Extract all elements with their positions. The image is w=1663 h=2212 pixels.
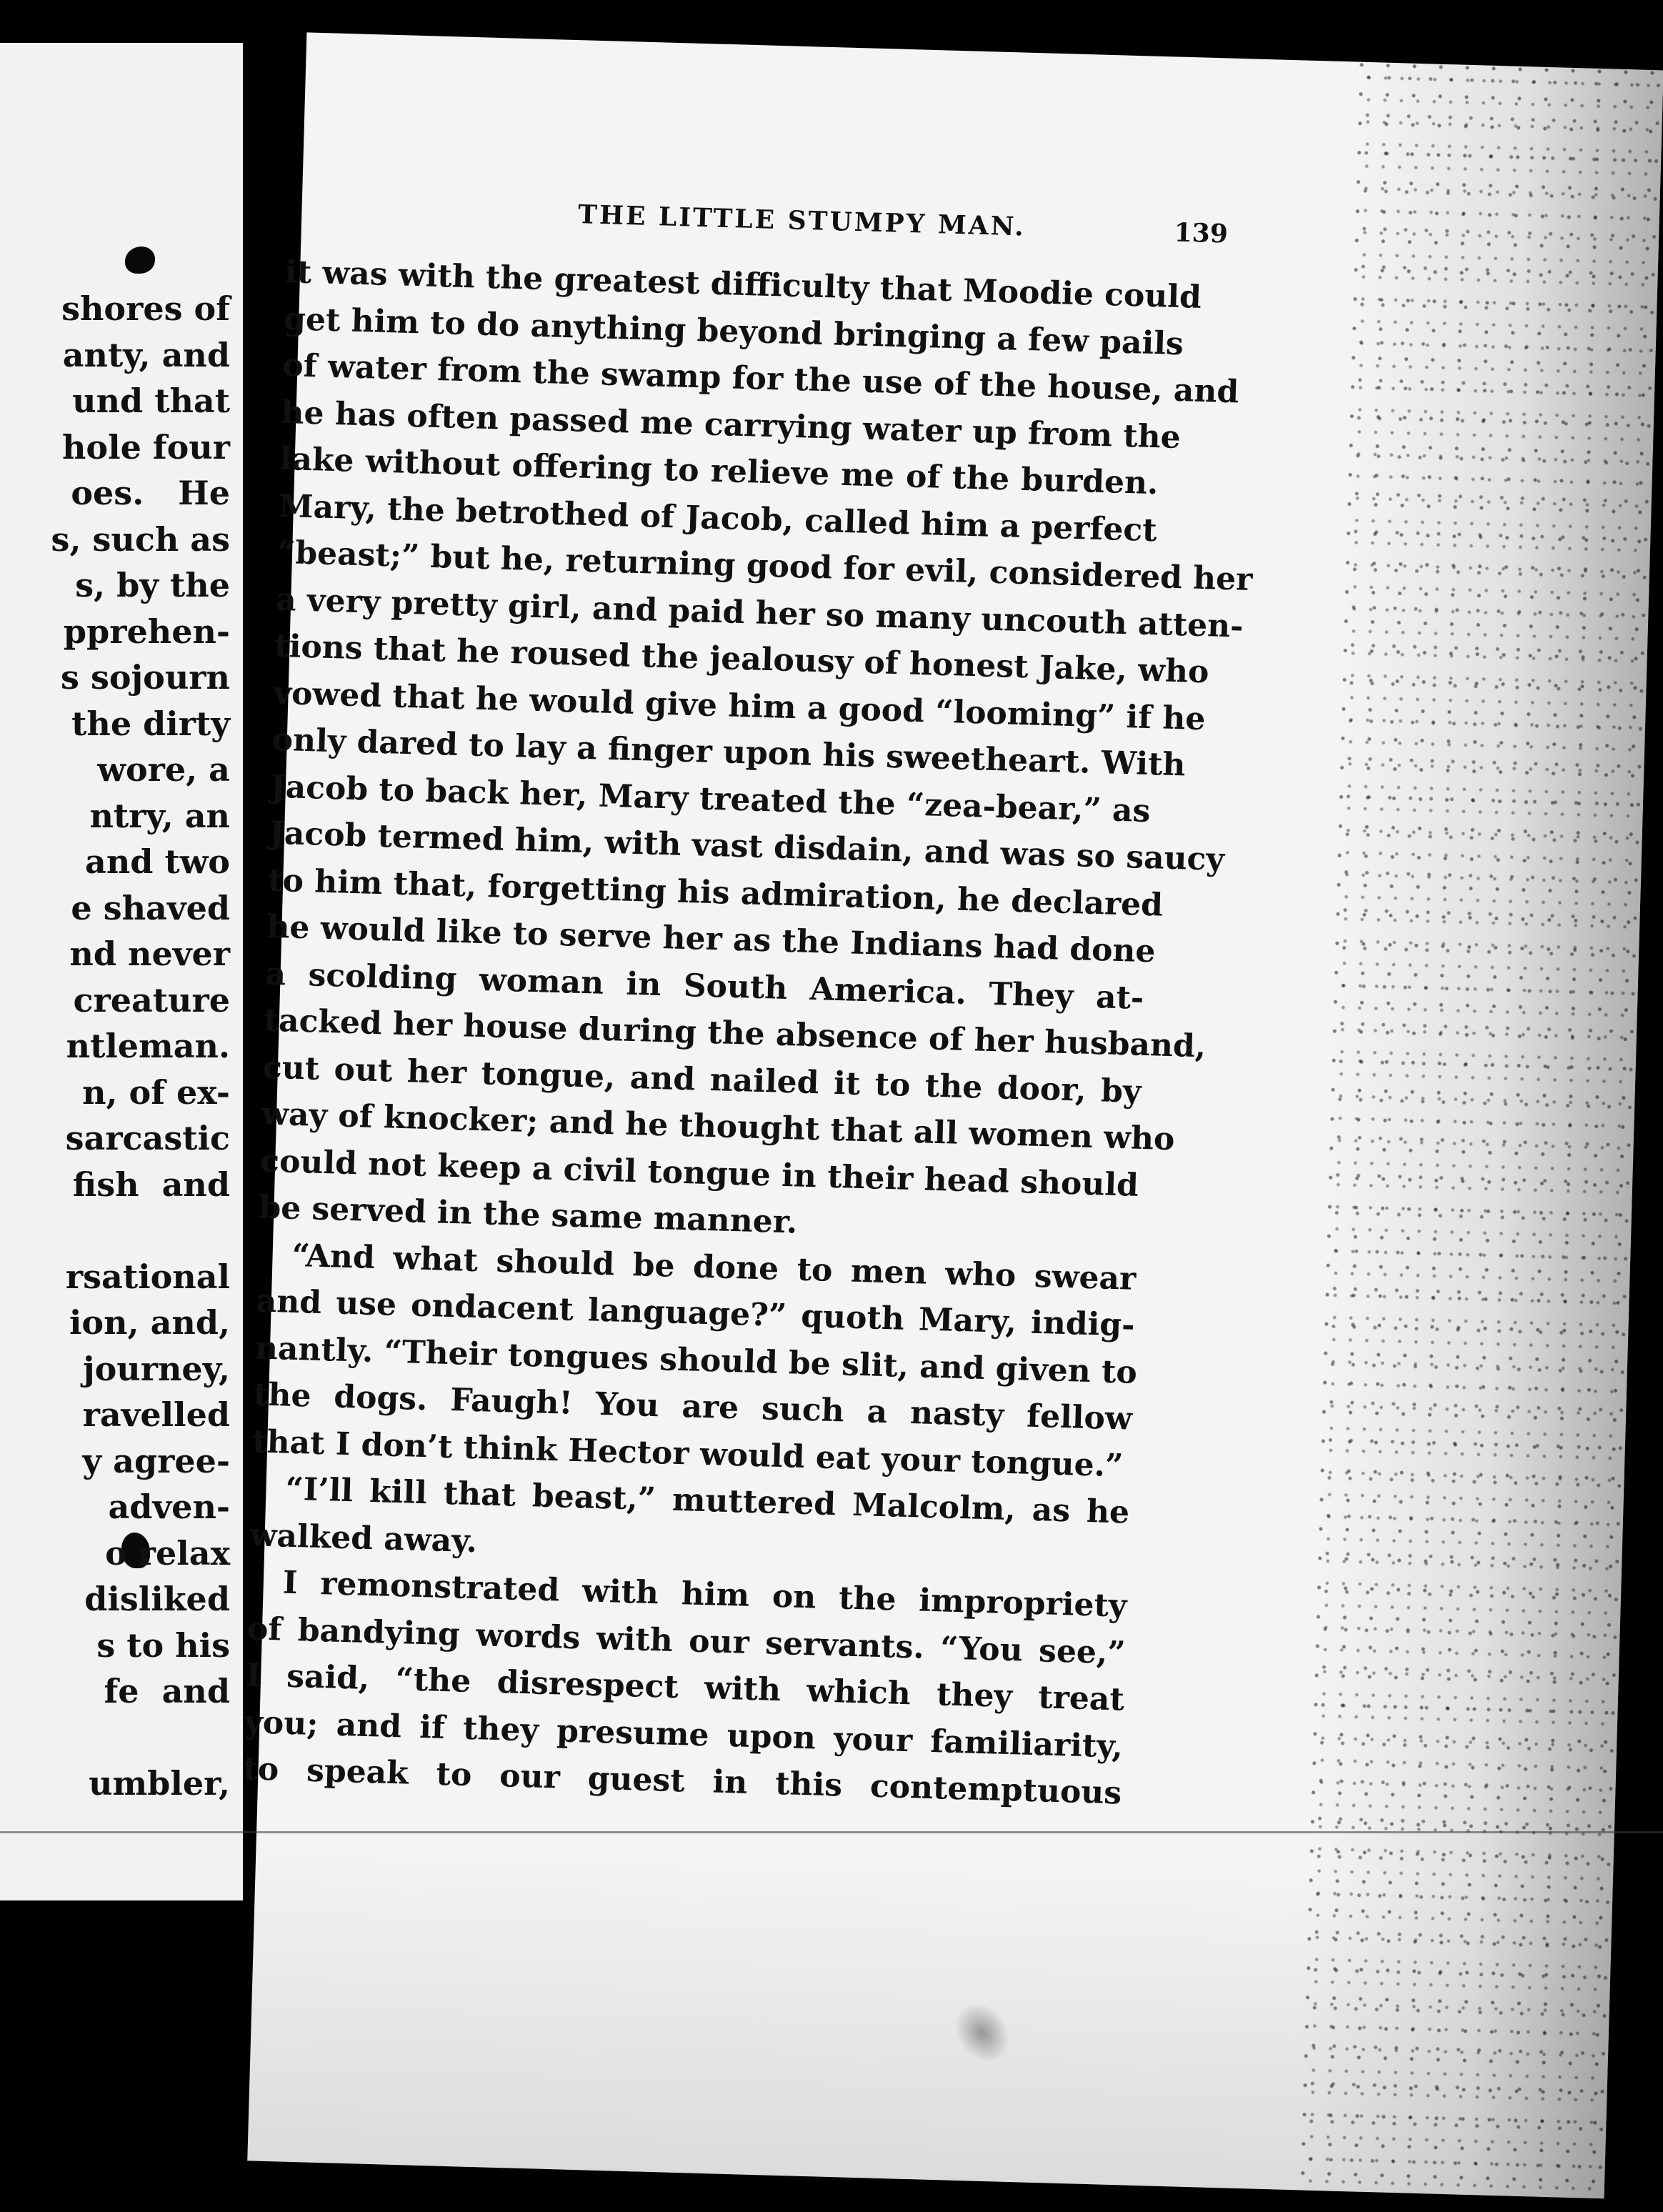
text-line: could not keep a civil tongue in their head should bbox=[259, 1142, 1139, 1204]
previous-page-line: s sojourn bbox=[61, 658, 230, 697]
text-line: to him that, forgetting his admiration, he declared bbox=[267, 862, 1164, 924]
previous-page-line: creature bbox=[73, 980, 230, 1020]
text-line: “And what should be done to men who swear bbox=[291, 1237, 1137, 1297]
text-line: walked away. bbox=[249, 1516, 478, 1560]
text-line: I said, “the disrespect with which they treat bbox=[245, 1657, 1125, 1718]
text-line: Mary, the betrothed of Jacob, called him a perfect bbox=[278, 487, 1158, 549]
previous-page-line: ntleman. bbox=[66, 1027, 230, 1065]
previous-page-line: pprehen- bbox=[63, 612, 230, 651]
page-shadow bbox=[247, 1839, 1613, 2198]
text-line: the dogs. Faugh! You are such a nasty fellow bbox=[253, 1376, 1133, 1438]
text-line: tions that he roused the jealousy of honest Jake, who bbox=[274, 627, 1210, 691]
previous-page-fragment bbox=[0, 43, 243, 1900]
text-line: that I don’t think Hector would eat your tongue.” bbox=[251, 1423, 1124, 1484]
text-line: nantly. “Their tongues should be slit, and given to bbox=[254, 1329, 1138, 1391]
previous-page-line: oes. He bbox=[71, 474, 230, 512]
previous-page-line: journey, bbox=[82, 1349, 230, 1388]
previous-page-line: wore, a bbox=[97, 750, 230, 789]
previous-page-line bbox=[51, 1715, 230, 1761]
text-line: tacked her house during the absence of her husband, bbox=[264, 1002, 1207, 1065]
text-line: he would like to serve her as the Indians had done bbox=[266, 908, 1157, 970]
text-line: to speak to our guest in this contemptuous bbox=[242, 1750, 1122, 1812]
text-line: lake without offering to relieve me of the burden. bbox=[279, 440, 1159, 502]
scan-artifact-line bbox=[0, 1831, 1663, 1833]
previous-page-line: anty, and bbox=[62, 335, 230, 374]
text-line: Jacob termed him, with vast disdain, and was so saucy bbox=[269, 814, 1225, 879]
previous-page-line: ravelled bbox=[82, 1395, 230, 1434]
text-line: be served in the same manner. bbox=[258, 1189, 798, 1241]
text-line: Jacob to back her, Mary treated the “zea-bear,” as bbox=[270, 768, 1152, 830]
text-line: “I’ll kill that beast,” muttered Malcolm, as he bbox=[284, 1470, 1130, 1531]
running-title: THE LITTLE STUMPY MAN. bbox=[577, 199, 1027, 242]
previous-page-line: s, such as bbox=[51, 519, 230, 559]
previous-page-line: y agree- bbox=[82, 1441, 230, 1480]
ink-blot bbox=[125, 246, 155, 274]
text-line: a scolding woman in South America. They at- bbox=[264, 955, 1144, 1017]
previous-page-line: o relax bbox=[105, 1533, 230, 1573]
text-line: vowed that he would give him a good “looming” if he bbox=[272, 674, 1207, 737]
text-line: and use ondacent language?” quoth Mary, indig- bbox=[256, 1282, 1136, 1344]
text-line: it was with the greatest difficulty that Moodie could bbox=[284, 253, 1202, 316]
previous-page-line: ion, and, bbox=[69, 1303, 230, 1342]
previous-page-line: disliked bbox=[84, 1580, 230, 1618]
text-line: of water from the swamp for the use of the house, and bbox=[281, 347, 1239, 411]
previous-page-line: fe and bbox=[104, 1672, 230, 1710]
previous-page-line: adven- bbox=[108, 1488, 230, 1526]
text-line: a very pretty girl, and paid her so many uncouth atten- bbox=[275, 581, 1244, 645]
previous-page-line: fish and bbox=[72, 1165, 230, 1204]
previous-page-line: n, of ex- bbox=[82, 1072, 230, 1112]
previous-page-line: hole four bbox=[61, 427, 230, 467]
text-line: you; and if they presume upon your familiarity, bbox=[244, 1703, 1124, 1765]
previous-page-line: sarcastic bbox=[65, 1119, 230, 1157]
text-line: get him to do anything beyond bringing a few pails bbox=[283, 300, 1184, 362]
previous-page-line: ntry, an bbox=[89, 796, 230, 835]
text-line: cut out her tongue, and nailed it to the door, by bbox=[262, 1049, 1142, 1110]
previous-page-line: rsational bbox=[65, 1257, 230, 1296]
previous-page-line: nd never bbox=[69, 935, 230, 973]
previous-page-line: s to his bbox=[96, 1625, 230, 1665]
text-line: he has often passed me carrying water up from the bbox=[280, 394, 1182, 456]
page-number: 139 bbox=[1174, 217, 1229, 249]
text-line: way of knocker; and he thought that all women who bbox=[261, 1095, 1176, 1158]
previous-page-line: and two bbox=[85, 842, 230, 881]
text-line: of bandying words with our servants. “You see,” bbox=[246, 1610, 1127, 1672]
text-line: “beast;” but he, returning good for evil, considered her bbox=[276, 534, 1254, 598]
text-line: I remonstrated with him on the impropriety bbox=[282, 1564, 1128, 1625]
previous-page-line: e shaved bbox=[71, 888, 230, 927]
previous-page-text bbox=[51, 286, 230, 1807]
previous-page-line: the dirty bbox=[71, 704, 230, 743]
page-body bbox=[242, 249, 1254, 1817]
previous-page-line: umbler, bbox=[89, 1764, 230, 1803]
text-line: only dared to lay a finger upon his sweetheart. With bbox=[271, 721, 1187, 784]
previous-page-line bbox=[51, 1207, 230, 1254]
previous-page-line: s, by the bbox=[75, 566, 230, 604]
previous-page-line: und that bbox=[72, 382, 230, 420]
previous-page-line: shores of bbox=[61, 289, 230, 328]
